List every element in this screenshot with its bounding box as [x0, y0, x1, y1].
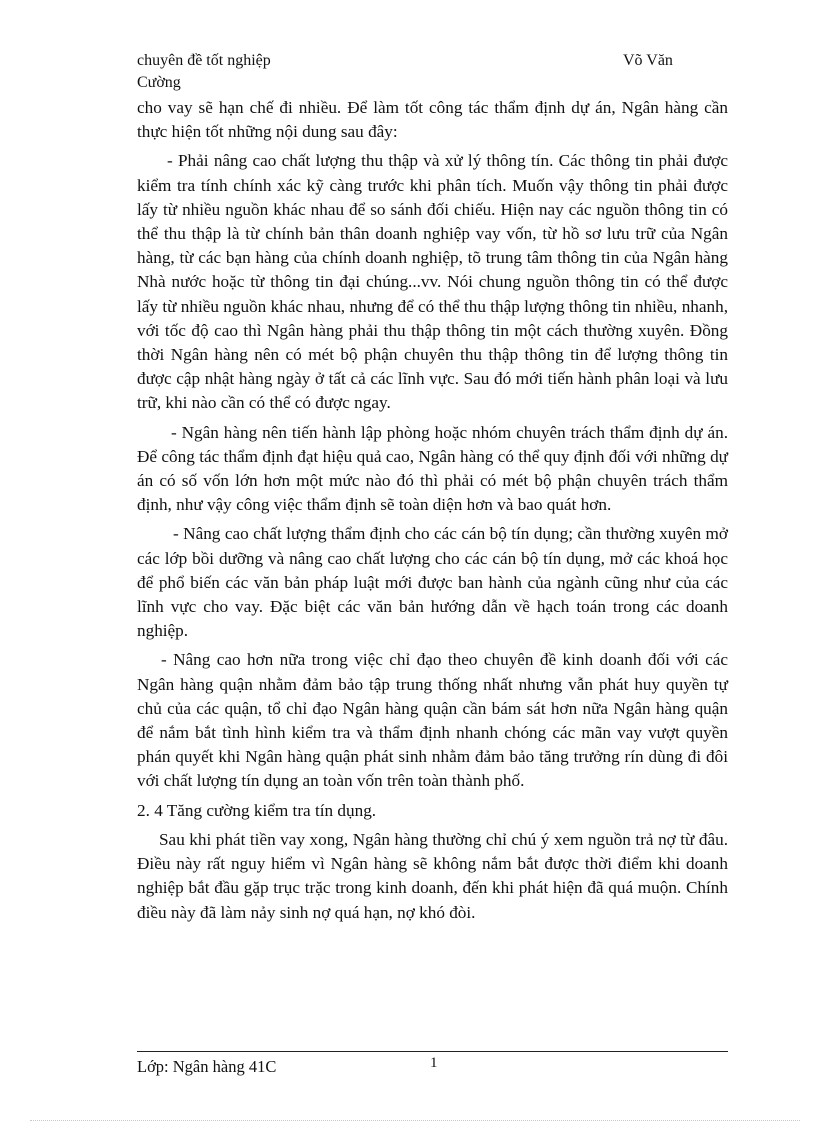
- paragraph-bullet-staff-training: - Nâng cao chất lượng thẩm định cho các cán bộ tín dụng; cần thường xuyên mở các lớp bồi dưỡng và nâng cao chất lượng cho các cán bộ tín dụng, mở các khoá học để phổ biến các văn bản pháp luật mới được ban hành của ngành cũng như của các lĩnh vực cho vay. Đặc biệt các văn bản hướng dẫn về hạch toán trong các doanh nghiệp.: [137, 524, 728, 641]
- document-body: [137, 96, 728, 930]
- page-number: 1: [430, 1055, 438, 1071]
- section-heading: 2. 4 Tăng cường kiểm tra tín dụng.: [137, 800, 377, 820]
- header-title: chuyên đề tốt nghiệp: [137, 52, 271, 69]
- footer-divider: [137, 1051, 728, 1052]
- header-author: Võ Văn: [623, 52, 673, 69]
- paragraph-intro: cho vay sẽ hạn chế đi nhiều. Để làm tốt công tác thẩm định dự án, Ngân hàng cần thực hiện tốt những nội dung sau đây:: [137, 98, 728, 142]
- running-header-left: [137, 50, 377, 94]
- page-edge-line: [30, 1120, 800, 1121]
- paragraph-bullet-information: - Phải nâng cao chất lượng thu thập và xử lý thông tín. Các thông tin phải được kiểm tra tính chính xác kỹ càng trước khi phân tích. Muốn vậy thông tin phải được lấy từ nhiều nguồn khác nhau để so sánh đối chiếu. Hiện nay các nguồn thông tin có thể thu thập là từ chính bản thân doanh nghiệp vay vốn, từ hồ sơ lưu trữ của Ngân hàng, từ các bạn hàng của chính doanh nghiệp, tõ trung tâm thông tin của Ngân hàng Nhà nước hoặc từ thông tin đại chúng...vv. Nói chung nguồn thông tin có thể được lấy từ nhiều nguồn khác nhau, nhưng để có thể thu thập lượng thông tin nhiều, nhanh, với tốc độ cao thì Ngân hàng phải thu thập thông tin một cách thường xuyên. Đồng thời Ngân hàng nên có mét bộ phận chuyên thu thập thông tin để lượng thông tin được cập nhật hàng ngày ở tất cả các lĩnh vực. Sau đó mới tiến hành phân loại và lưu trữ, khi nào cần có thể có được ngay.: [137, 151, 728, 413]
- paragraph-bullet-district-banks: - Nâng cao hơn nữa trong việc chỉ đạo theo chuyên đề kinh doanh đối với các Ngân hàng quận nhằm đảm bảo tập trung thống nhất nhưng vẫn phát huy quyền tự chủ của các quận, tổ chỉ đạo Ngân hàng quận cần bám sát hơn nữa Ngân hàng quận để nắm bắt tình hình kiểm tra và thẩm định nhanh chóng các mãn vay vượt quyền phán quyết khi Ngân hàng quận phát sinh nhằm đảm bảo tăng trưởng rín dùng đi đôi với chất lượng tín dụng an toàn vốn trên toàn thành phố.: [137, 650, 728, 791]
- paragraph-credit-inspection: Sau khi phát tiền vay xong, Ngân hàng thường chỉ chú ý xem nguồn trả nợ từ đâu. Điều này rất nguy hiểm vì Ngân hàng sẽ không nắm bắt được thời điểm khi doanh nghiệp bắt đầu gặp trục trặc trong kinh doanh, đến khi phát hiện đã quá muộn. Chính điều này đã làm nảy sinh nợ quá hạn, nợ khó đòi.: [137, 829, 728, 922]
- header-title-wrap: Cường: [137, 74, 181, 91]
- footer-class-label: Lớp: Ngân hàng 41C: [137, 1057, 277, 1076]
- paragraph-bullet-appraisal-team: - Ngân hàng nên tiến hành lập phòng hoặc nhóm chuyên trách thẩm định dự án. Để công tác thẩm định đạt hiệu quả cao, Ngân hàng có thể quy định đối với những dự án có số vốn lớn hơn một mức nào đó thì phải có mét bộ phận chuyên trách thẩm định, như vậy công việc thẩm định sẽ toàn diện hơn và bao quát hơn.: [137, 422, 728, 515]
